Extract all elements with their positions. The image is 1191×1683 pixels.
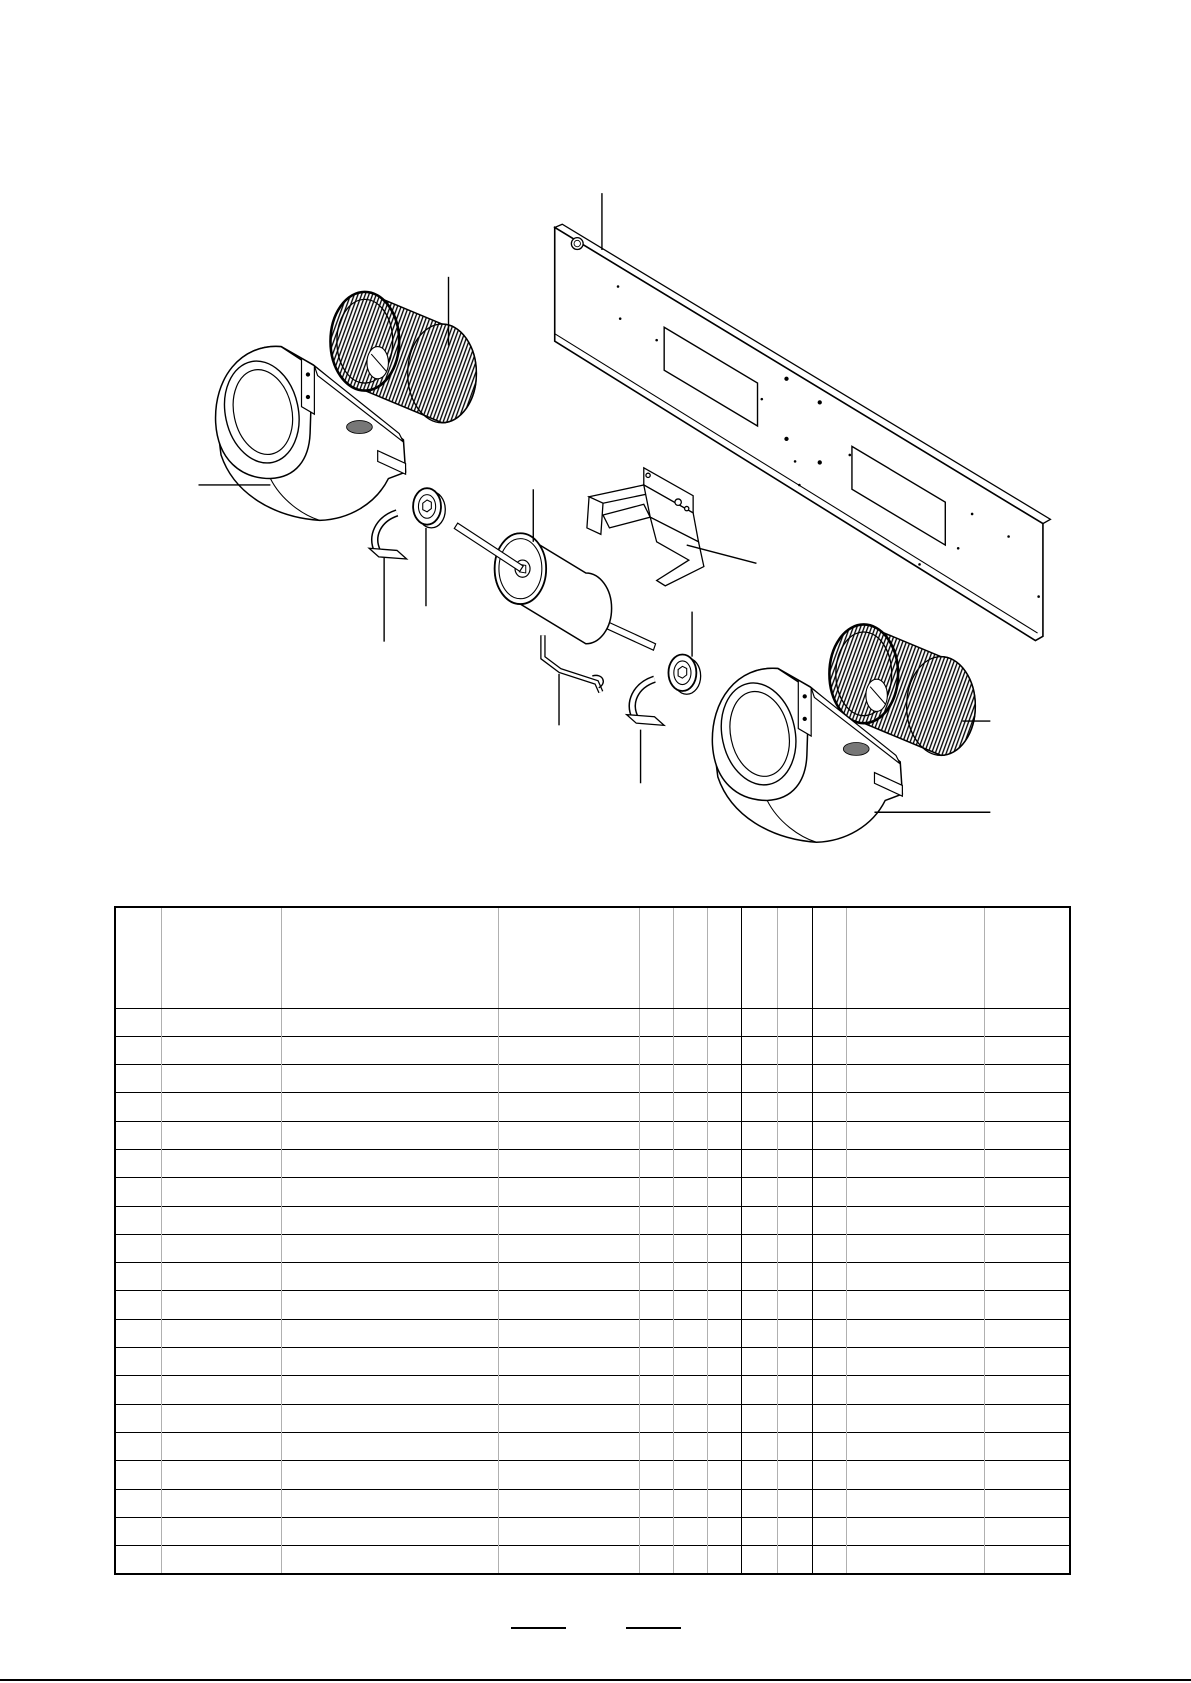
table-cell [639, 1319, 673, 1347]
table-cell [777, 1546, 812, 1574]
table-cell [846, 1008, 984, 1036]
table-cell [673, 1489, 707, 1517]
parts-table [114, 906, 1071, 1575]
table-cell [984, 1234, 1070, 1262]
table-cell [115, 1432, 161, 1460]
table-header-cell [673, 907, 707, 1008]
table-cell [115, 1376, 161, 1404]
table-cell [115, 1546, 161, 1574]
table-cell [281, 1263, 498, 1291]
table-cell [846, 1348, 984, 1376]
table-cell [161, 1489, 281, 1517]
table-cell [161, 1432, 281, 1460]
table-cell [115, 1489, 161, 1517]
table-row [115, 1008, 1070, 1036]
table-cell [812, 1121, 846, 1149]
table-cell [984, 1036, 1070, 1064]
table-cell [741, 1036, 777, 1064]
table-cell [846, 1461, 984, 1489]
table-cell [673, 1404, 707, 1432]
table-cell [161, 1291, 281, 1319]
table-cell [115, 1348, 161, 1376]
table-cell [741, 1065, 777, 1093]
table-row [115, 1234, 1070, 1262]
table-cell [281, 1432, 498, 1460]
table-cell [161, 1263, 281, 1291]
table-cell [846, 1121, 984, 1149]
table-cell [673, 1093, 707, 1121]
table-cell [812, 1404, 846, 1432]
motor-mounting-bracket [587, 468, 704, 586]
strap-left [369, 513, 407, 559]
table-cell [777, 1178, 812, 1206]
table-cell [673, 1348, 707, 1376]
table-cell [741, 1008, 777, 1036]
table-cell [673, 1517, 707, 1545]
table-cell [161, 1546, 281, 1574]
table-row [115, 1263, 1070, 1291]
table-cell [673, 1376, 707, 1404]
table-cell [639, 1008, 673, 1036]
table-cell [707, 1093, 741, 1121]
table-cell [281, 1291, 498, 1319]
footer-blank-2 [626, 1611, 681, 1629]
table-cell [812, 1263, 846, 1291]
table-cell [281, 1489, 498, 1517]
table-cell [673, 1121, 707, 1149]
table-cell [777, 1234, 812, 1262]
table-row [115, 1376, 1070, 1404]
table-cell [812, 1432, 846, 1460]
table-cell [846, 1432, 984, 1460]
table-cell [984, 1291, 1070, 1319]
table-cell [115, 1291, 161, 1319]
table-cell [498, 1291, 639, 1319]
table-cell [741, 1432, 777, 1460]
table-cell [812, 1008, 846, 1036]
table-cell [673, 1149, 707, 1177]
table-header [115, 907, 1070, 1008]
table-cell [498, 1206, 639, 1234]
table-cell [498, 1121, 639, 1149]
table-cell [707, 1008, 741, 1036]
table-cell [984, 1348, 1070, 1376]
table-cell [777, 1517, 812, 1545]
table-cell [984, 1178, 1070, 1206]
page-bottom-rule [0, 1679, 1191, 1681]
table-row [115, 1178, 1070, 1206]
table-row [115, 1065, 1070, 1093]
table-cell [115, 1149, 161, 1177]
table-cell [115, 1206, 161, 1234]
table-cell [281, 1178, 498, 1206]
table-cell [498, 1093, 639, 1121]
table-cell [812, 1348, 846, 1376]
table-header-cell [707, 907, 741, 1008]
table-header-cell [115, 907, 161, 1008]
table-cell [777, 1263, 812, 1291]
table-cell [281, 1404, 498, 1432]
table-cell [707, 1121, 741, 1149]
table-row [115, 1404, 1070, 1432]
table-cell [812, 1291, 846, 1319]
table-header-cell [812, 907, 846, 1008]
table-cell [812, 1093, 846, 1121]
table-cell [984, 1149, 1070, 1177]
table-cell [161, 1206, 281, 1234]
table-cell [161, 1178, 281, 1206]
table-cell [498, 1036, 639, 1064]
table-cell [498, 1517, 639, 1545]
table-cell [498, 1376, 639, 1404]
table-cell [639, 1546, 673, 1574]
table-cell [498, 1461, 639, 1489]
table-cell [741, 1178, 777, 1206]
table-cell [812, 1517, 846, 1545]
table-body [115, 1008, 1070, 1574]
table-cell [777, 1461, 812, 1489]
table-cell [846, 1036, 984, 1064]
table-header-cell [161, 907, 281, 1008]
table-cell [741, 1234, 777, 1262]
table-cell [984, 1517, 1070, 1545]
table-cell [741, 1121, 777, 1149]
table-cell [673, 1319, 707, 1347]
table-cell [673, 1065, 707, 1093]
table-cell [707, 1546, 741, 1574]
table-cell [161, 1149, 281, 1177]
table-cell [115, 1517, 161, 1545]
strap-right [627, 679, 665, 725]
table-row [115, 1348, 1070, 1376]
table-cell [777, 1093, 812, 1121]
table-cell [498, 1234, 639, 1262]
table-cell [846, 1376, 984, 1404]
table-cell [777, 1206, 812, 1234]
table-cell [281, 1234, 498, 1262]
table-cell [281, 1121, 498, 1149]
footer-blank-1 [511, 1611, 566, 1629]
table-cell [984, 1121, 1070, 1149]
table-cell [707, 1263, 741, 1291]
table-cell [639, 1291, 673, 1319]
table-row [115, 1206, 1070, 1234]
table-cell [161, 1093, 281, 1121]
table-cell [846, 1178, 984, 1206]
table-cell [846, 1065, 984, 1093]
table-cell [812, 1489, 846, 1517]
table-cell [673, 1234, 707, 1262]
table-cell [984, 1008, 1070, 1036]
table-cell [673, 1206, 707, 1234]
table-header-cell [639, 907, 673, 1008]
table-cell [777, 1319, 812, 1347]
grommet-right [668, 655, 700, 695]
table-cell [741, 1093, 777, 1121]
table-cell [984, 1319, 1070, 1347]
table-cell [846, 1319, 984, 1347]
table-cell [639, 1121, 673, 1149]
table-cell [741, 1517, 777, 1545]
table-cell [707, 1234, 741, 1262]
table-cell [281, 1546, 498, 1574]
table-cell [115, 1036, 161, 1064]
table-cell [115, 1093, 161, 1121]
table-cell [281, 1149, 498, 1177]
table-cell [812, 1461, 846, 1489]
table-cell [812, 1206, 846, 1234]
table-cell [984, 1546, 1070, 1574]
table-cell [161, 1461, 281, 1489]
table-cell [161, 1065, 281, 1093]
table-cell [639, 1461, 673, 1489]
table-cell [741, 1319, 777, 1347]
table-cell [281, 1319, 498, 1347]
table-cell [777, 1121, 812, 1149]
table-row [115, 1489, 1070, 1517]
table-cell [161, 1121, 281, 1149]
table-cell [707, 1348, 741, 1376]
table-cell [161, 1036, 281, 1064]
table-cell [498, 1149, 639, 1177]
table-cell [498, 1008, 639, 1036]
table-cell [639, 1234, 673, 1262]
table-cell [639, 1206, 673, 1234]
motor-lead-wire [543, 635, 603, 692]
table-cell [639, 1432, 673, 1460]
table-cell [639, 1036, 673, 1064]
table-cell [741, 1149, 777, 1177]
table-cell [639, 1517, 673, 1545]
table-cell [639, 1376, 673, 1404]
table-cell [281, 1008, 498, 1036]
table-header-cell [846, 907, 984, 1008]
table-row [115, 1291, 1070, 1319]
table-cell [281, 1093, 498, 1121]
table-cell [707, 1206, 741, 1234]
table-cell [707, 1291, 741, 1319]
table-cell [707, 1319, 741, 1347]
table-header-cell [984, 907, 1070, 1008]
table-cell [741, 1376, 777, 1404]
table-cell [846, 1263, 984, 1291]
table-cell [498, 1546, 639, 1574]
table-cell [777, 1149, 812, 1177]
table-row [115, 1319, 1070, 1347]
table-cell [741, 1461, 777, 1489]
table-cell [984, 1093, 1070, 1121]
table-cell [777, 1348, 812, 1376]
table-cell [498, 1404, 639, 1432]
table-cell [281, 1517, 498, 1545]
table-cell [812, 1546, 846, 1574]
table-cell [777, 1489, 812, 1517]
table-cell [115, 1263, 161, 1291]
table-cell [812, 1234, 846, 1262]
table-row [115, 1093, 1070, 1121]
table-cell [639, 1348, 673, 1376]
table-cell [707, 1432, 741, 1460]
table-header-cell [741, 907, 777, 1008]
table-cell [812, 1376, 846, 1404]
table-cell [846, 1517, 984, 1545]
table-cell [115, 1319, 161, 1347]
table-cell [639, 1065, 673, 1093]
table-cell [161, 1376, 281, 1404]
table-cell [812, 1319, 846, 1347]
table-cell [984, 1065, 1070, 1093]
table-row [115, 1546, 1070, 1574]
table-cell [777, 1008, 812, 1036]
table-cell [707, 1065, 741, 1093]
table-cell [707, 1461, 741, 1489]
table-cell [115, 1065, 161, 1093]
table-cell [639, 1093, 673, 1121]
table-row [115, 1517, 1070, 1545]
table-cell [673, 1461, 707, 1489]
table-row [115, 1432, 1070, 1460]
table-cell [707, 1376, 741, 1404]
table-cell [984, 1206, 1070, 1234]
table-cell [984, 1404, 1070, 1432]
table-cell [115, 1234, 161, 1262]
table-cell [741, 1291, 777, 1319]
table-cell [673, 1546, 707, 1574]
table-cell [161, 1348, 281, 1376]
table-cell [673, 1263, 707, 1291]
table-row [115, 1121, 1070, 1149]
table-cell [777, 1291, 812, 1319]
table-cell [846, 1546, 984, 1574]
table-cell [639, 1178, 673, 1206]
table-cell [812, 1036, 846, 1064]
table-row [115, 1149, 1070, 1177]
table-cell [707, 1404, 741, 1432]
table-cell [707, 1517, 741, 1545]
table-cell [777, 1432, 812, 1460]
table-cell [707, 1036, 741, 1064]
table-cell [498, 1489, 639, 1517]
table-cell [498, 1263, 639, 1291]
table-cell [498, 1065, 639, 1093]
table-cell [741, 1206, 777, 1234]
table-cell [707, 1178, 741, 1206]
table-cell [281, 1461, 498, 1489]
table-cell [741, 1489, 777, 1517]
mounting-panel [555, 224, 1051, 640]
table-cell [846, 1489, 984, 1517]
table-cell [639, 1404, 673, 1432]
table-cell [846, 1149, 984, 1177]
table-cell [846, 1291, 984, 1319]
panel-hole [571, 238, 583, 250]
table-cell [281, 1206, 498, 1234]
table-cell [777, 1065, 812, 1093]
table-cell [281, 1036, 498, 1064]
table-cell [161, 1319, 281, 1347]
grommet-left [413, 488, 445, 528]
table-cell [741, 1546, 777, 1574]
table-cell [639, 1149, 673, 1177]
table-row [115, 1461, 1070, 1489]
table-cell [673, 1291, 707, 1319]
table-cell [777, 1036, 812, 1064]
table-cell [115, 1178, 161, 1206]
table-cell [115, 1404, 161, 1432]
table-cell [673, 1432, 707, 1460]
table-cell [673, 1036, 707, 1064]
table-cell [115, 1121, 161, 1149]
table-cell [846, 1206, 984, 1234]
table-cell [498, 1348, 639, 1376]
table-cell [846, 1404, 984, 1432]
table-cell [673, 1008, 707, 1036]
table-cell [115, 1461, 161, 1489]
table-header-cell [498, 907, 639, 1008]
table-cell [984, 1432, 1070, 1460]
table-cell [812, 1178, 846, 1206]
table-row [115, 1036, 1070, 1064]
table-cell [161, 1404, 281, 1432]
table-cell [846, 1234, 984, 1262]
table-cell [281, 1348, 498, 1376]
table-cell [984, 1489, 1070, 1517]
table-cell [639, 1489, 673, 1517]
table-cell [984, 1263, 1070, 1291]
table-cell [161, 1517, 281, 1545]
table-cell [741, 1404, 777, 1432]
table-cell [161, 1008, 281, 1036]
table-cell [498, 1432, 639, 1460]
table-cell [673, 1178, 707, 1206]
table-cell [639, 1263, 673, 1291]
table-cell [161, 1234, 281, 1262]
table-cell [984, 1376, 1070, 1404]
table-cell [741, 1263, 777, 1291]
table-cell [707, 1489, 741, 1517]
table-cell [777, 1376, 812, 1404]
table-cell [777, 1404, 812, 1432]
table-cell [498, 1178, 639, 1206]
table-cell [281, 1065, 498, 1093]
table-cell [281, 1376, 498, 1404]
table-cell [812, 1149, 846, 1177]
table-cell [115, 1008, 161, 1036]
table-cell [741, 1348, 777, 1376]
table-header-cell [281, 907, 498, 1008]
table-header-row [115, 907, 1070, 1008]
blower-motor [454, 523, 655, 650]
table-cell [707, 1149, 741, 1177]
table-cell [498, 1319, 639, 1347]
table-cell [846, 1093, 984, 1121]
table-cell [984, 1461, 1070, 1489]
table-cell [812, 1065, 846, 1093]
table-header-cell [777, 907, 812, 1008]
